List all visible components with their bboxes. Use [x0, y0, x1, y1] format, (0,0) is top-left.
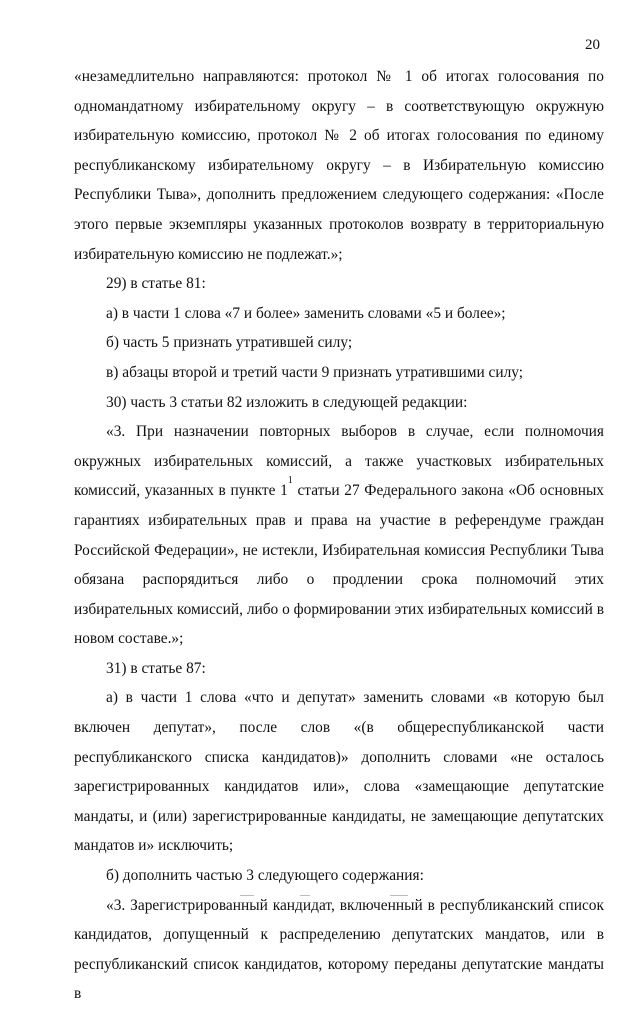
paragraph-item-31b: б) дополнить частью 3 следующего содержания:: [106, 867, 424, 885]
paragraph-text-part: статьи 27 Федерального закона «Об основных гарантиях избирательных прав и права на участие в референдуме граждан Российской Федерации», не истекли, Избирательная комиссия Республики Тыва обязана распорядиться либо о продлении срока полномочий этих избирательных комиссий, либо о формировании этих избирательных комиссий в новом составе.»;: [74, 482, 604, 648]
paragraph-item-31a: а) в части 1 слова «что и депутат» заменить словами «в которую был включен депутат», после слов «(в общереспубликанской части республиканского списка кандидатов)» дополнить словами «не осталось зарегистрированных кандидатов или», слова «замещающие депутатские мандаты, и (или) зарегистрированные кандидаты, не замещающие депутатских мандатов и» исключить;: [74, 689, 604, 855]
paragraph-text-part: «3. При назначении повторных выборов в случае, если полномочия окружных избирательных комиссий, а также участковых избирательных комиссий, указанных в пункте 1: [74, 423, 604, 500]
document-body: [74, 62, 604, 1009]
superscript-marker: 1: [287, 475, 293, 487]
paragraph-item-29a: а) в части 1 слова «7 и более» заменить словами «5 и более»;: [106, 304, 506, 322]
paragraph-quote-continuation: «незамедлительно направляются: протокол № 1 об итогах голосования по одномандатному избирательному округу – в соответствующую окружную избирательную комиссию, протокол № 2 об итогах голосования по единому республиканскому избирательному округу – в Избирательную комиссию Республики Тыва», дополнить предложением следующего содержания: «После этого первые экземпляры указанных протоколов возврату в территориальную избирательную комиссию не подлежат.»;: [74, 68, 604, 263]
paragraph-item-30: 30) часть 3 статьи 82 изложить в следующей редакции:: [106, 393, 468, 411]
scan-artifact: [240, 895, 440, 901]
paragraph-item-30-text: [74, 417, 604, 654]
paragraph-item-29v: в) абзацы второй и третий части 9 признать утратившими силу;: [106, 363, 524, 381]
paragraph-item-29: 29) в статье 81:: [106, 275, 206, 293]
page-number: 20: [585, 37, 600, 53]
paragraph-item-31: 31) в статье 87:: [106, 659, 206, 677]
paragraph-item-29b: б) часть 5 признать утратившей силу;: [106, 334, 353, 352]
paragraph-item-31b-text: «3. Зарегистрированный кандидат, включенный в республиканский список кандидатов, допущенный к распределению депутатских мандатов, или в республиканский список кандидатов, которому переданы депутатские мандаты в: [74, 896, 604, 1003]
